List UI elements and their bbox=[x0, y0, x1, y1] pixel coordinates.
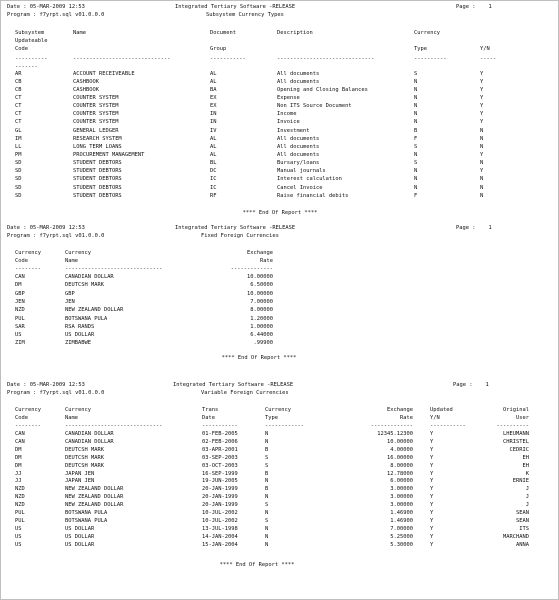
column-header: Group bbox=[210, 46, 227, 52]
table-cell: ACCOUNT RECEIVEABLE bbox=[73, 70, 135, 77]
report-title: Integrated Tertiary Software -RELEASE bbox=[175, 225, 296, 231]
table-cell: IN bbox=[210, 111, 217, 118]
table-cell: LL bbox=[15, 143, 22, 150]
header-divider: ------------------------------ bbox=[65, 423, 163, 429]
table-cell: 6.00000 bbox=[390, 478, 413, 485]
table-cell: NEW ZEALAND DOLLAR bbox=[65, 494, 124, 501]
table-cell: JAPAN JEN bbox=[65, 478, 95, 485]
column-header: Code bbox=[15, 258, 28, 264]
table-cell: N bbox=[414, 94, 418, 101]
table-cell: Y bbox=[430, 446, 434, 453]
table-cell: 7.00000 bbox=[390, 525, 413, 532]
table-cell: IV bbox=[210, 127, 217, 134]
table-cell: Y bbox=[430, 431, 434, 437]
table-cell: 3.00000 bbox=[390, 494, 413, 501]
table-cell: DC bbox=[210, 168, 217, 175]
table-cell: DEUTCSH MARK bbox=[65, 462, 104, 469]
table-cell: CT bbox=[15, 103, 22, 110]
table-cell: N bbox=[414, 86, 418, 93]
table-cell: NEW ZEALAND DOLLAR bbox=[65, 307, 124, 314]
column-header: Y/N bbox=[430, 415, 440, 421]
report-program: Program : f7yrpt.sql v01.0.0.0 bbox=[7, 233, 105, 239]
table-cell: Raise financial debits bbox=[277, 192, 349, 199]
table-cell: US bbox=[15, 541, 22, 548]
table-cell: 3.00000 bbox=[390, 486, 413, 493]
table-cell: RESEARCH SYSTEM bbox=[73, 135, 122, 142]
report-date: Date : 05-MAR-2009 12:53 bbox=[7, 225, 85, 231]
column-header: Code bbox=[15, 46, 28, 52]
report-title: Integrated Tertiary Software -RELEASE bbox=[173, 382, 294, 388]
table-cell: SD bbox=[15, 168, 22, 175]
table-cell: SEAN bbox=[516, 517, 529, 524]
table-cell: Y bbox=[430, 510, 434, 516]
table-cell: BOTSWANA PULA bbox=[65, 315, 108, 322]
table-cell: RF bbox=[210, 192, 217, 199]
table-cell: SD bbox=[15, 160, 22, 167]
column-header: Currency bbox=[65, 407, 91, 413]
table-cell: ZIM bbox=[15, 340, 25, 347]
table-cell: Investment bbox=[277, 127, 310, 134]
table-cell: MARCHAND bbox=[503, 533, 529, 540]
table-cell: NZD bbox=[15, 502, 25, 509]
table-cell: 1.00000 bbox=[250, 323, 273, 330]
table-cell: CB bbox=[15, 78, 22, 85]
table-cell: Y bbox=[480, 94, 484, 101]
table-cell: N bbox=[265, 510, 269, 516]
header-divider: ------------------------------ bbox=[73, 56, 171, 62]
header-divider: -------- bbox=[15, 423, 41, 429]
table-cell: DEUTCSH MARK bbox=[65, 446, 104, 453]
table-cell: Y bbox=[480, 111, 484, 118]
table-cell: NZD bbox=[15, 307, 25, 314]
table-cell: Y bbox=[480, 152, 484, 158]
table-cell: US bbox=[15, 533, 22, 540]
end-of-report: **** End Of Report **** bbox=[219, 562, 295, 568]
report-date: Date : 05-MAR-2009 12:53 bbox=[7, 382, 85, 388]
table-cell: Y bbox=[430, 486, 434, 493]
table-cell: Y bbox=[430, 470, 434, 477]
table-cell: US bbox=[15, 525, 22, 532]
table-cell: 19-JUN-2005 bbox=[202, 478, 238, 485]
column-header: Exchange bbox=[247, 250, 273, 256]
column-header: Updateable bbox=[15, 38, 48, 44]
table-cell: 03-SEP-2003 bbox=[202, 454, 238, 461]
column-header: Name bbox=[65, 415, 78, 421]
table-cell: N bbox=[414, 184, 418, 191]
table-cell: EX bbox=[210, 103, 217, 110]
column-header: Y/N bbox=[480, 46, 490, 52]
column-header: Currency bbox=[414, 30, 440, 36]
table-cell: Y bbox=[430, 494, 434, 501]
table-cell: N bbox=[265, 431, 269, 437]
column-header: Updated bbox=[430, 407, 453, 413]
table-cell: 4.00000 bbox=[390, 446, 413, 453]
table-cell: BL bbox=[210, 160, 217, 167]
table-cell: 6.44000 bbox=[250, 332, 273, 339]
table-cell: 10-JUL-2002 bbox=[202, 510, 238, 516]
header-divider: ----------- bbox=[202, 423, 238, 429]
table-cell: Manual journals bbox=[277, 168, 326, 175]
table-cell: N bbox=[265, 541, 269, 548]
table-cell: CHRISTEL bbox=[503, 438, 529, 445]
report-program: Program : f7yrpt.sql v01.0.0.0 bbox=[7, 12, 105, 18]
table-cell: N bbox=[414, 176, 418, 183]
table-cell: IN bbox=[210, 119, 217, 126]
table-cell: K bbox=[525, 470, 529, 477]
table-cell: JJ bbox=[15, 478, 22, 485]
table-cell: J bbox=[525, 494, 529, 501]
table-cell: GENERAL LEDGER bbox=[73, 127, 119, 134]
report-subtitle: Fixed Foreign Currencies bbox=[201, 233, 279, 239]
table-cell: Y bbox=[430, 525, 434, 532]
table-cell: CASHBOOK bbox=[73, 78, 99, 85]
table-cell: CAN bbox=[15, 274, 25, 280]
table-cell: 3.00000 bbox=[390, 502, 413, 509]
table-cell: CASHBOOK bbox=[73, 86, 99, 93]
header-divider: ----------- bbox=[210, 56, 246, 62]
table-cell: All documents bbox=[277, 152, 320, 158]
column-header: Document bbox=[210, 30, 236, 36]
table-cell: LHEUMANN bbox=[503, 431, 529, 437]
table-cell: .99900 bbox=[253, 340, 273, 347]
column-header: Name bbox=[73, 30, 86, 36]
table-cell: 03-APR-2001 bbox=[202, 446, 238, 453]
table-cell: All documents bbox=[277, 135, 320, 142]
table-cell: Y bbox=[430, 478, 434, 485]
table-cell: DEUTCSH MARK bbox=[65, 454, 104, 461]
table-cell: AL bbox=[210, 143, 217, 150]
table-cell: STUDENT DEBTORS bbox=[73, 176, 122, 183]
table-cell: N bbox=[480, 160, 484, 167]
table-cell: US DOLLAR bbox=[65, 533, 95, 540]
column-header: User bbox=[516, 415, 529, 421]
table-cell: 1.46900 bbox=[390, 517, 413, 524]
table-cell: 20-JAN-1999 bbox=[202, 502, 238, 509]
table-cell: 8.00000 bbox=[390, 462, 413, 469]
table-cell: N bbox=[265, 525, 269, 532]
table-cell: S bbox=[265, 454, 269, 461]
table-cell: DM bbox=[15, 446, 22, 453]
table-cell: J bbox=[525, 502, 529, 509]
table-cell: PUL bbox=[15, 510, 25, 516]
table-cell: JJ bbox=[15, 470, 22, 477]
table-cell: Interest calculation bbox=[277, 176, 342, 183]
table-cell: Opening and Closing Balances bbox=[277, 86, 368, 93]
column-header: Code bbox=[15, 415, 28, 421]
table-cell: Non ITS Source Document bbox=[277, 103, 352, 110]
table-cell: B bbox=[265, 486, 269, 493]
table-cell: N bbox=[480, 127, 484, 134]
table-cell: 1.20000 bbox=[250, 315, 273, 322]
table-cell: IC bbox=[210, 184, 217, 191]
header-divider: ------------------------------ bbox=[277, 56, 375, 62]
table-cell: S bbox=[414, 70, 418, 77]
table-cell: 20-JAN-1999 bbox=[202, 494, 238, 501]
table-cell: Y bbox=[430, 454, 434, 461]
table-cell: N bbox=[414, 111, 418, 118]
table-cell: AL bbox=[210, 152, 217, 158]
table-cell: 10.00000 bbox=[387, 438, 413, 445]
table-cell: US bbox=[15, 332, 22, 339]
table-cell: STUDENT DEBTORS bbox=[73, 160, 122, 167]
column-header: Type bbox=[414, 46, 427, 52]
header-divider: ---------- bbox=[496, 423, 529, 429]
report-subtitle: Subsystem Currency Types bbox=[206, 12, 284, 18]
table-cell: All documents bbox=[277, 143, 320, 150]
table-cell: 12345.12300 bbox=[377, 431, 413, 437]
table-cell: Y bbox=[480, 119, 484, 126]
column-header: Exchange bbox=[387, 407, 413, 413]
table-cell: US DOLLAR bbox=[65, 541, 95, 548]
table-cell: 02-FEB-2006 bbox=[202, 438, 238, 445]
header-divider: ----------- bbox=[430, 423, 466, 429]
table-cell: LONG TERM LOANS bbox=[73, 143, 122, 150]
table-cell: RSA RANDS bbox=[65, 323, 95, 330]
table-cell: IM bbox=[15, 135, 22, 142]
table-cell: N bbox=[480, 143, 484, 150]
table-cell: ITS bbox=[519, 525, 529, 532]
table-cell: SEAN bbox=[516, 510, 529, 516]
table-cell: JEN bbox=[15, 298, 25, 305]
table-cell: DM bbox=[15, 454, 22, 461]
table-cell: Income bbox=[277, 111, 297, 118]
table-cell: COUNTER SYSTEM bbox=[73, 111, 119, 118]
table-cell: 10.00000 bbox=[247, 274, 273, 280]
column-header: Rate bbox=[400, 415, 413, 421]
table-cell: Y bbox=[480, 70, 484, 77]
table-cell: AL bbox=[210, 70, 217, 77]
page-number: Page : 1 bbox=[456, 225, 492, 231]
table-cell: BA bbox=[210, 86, 217, 93]
table-cell: AR bbox=[15, 70, 22, 77]
table-cell: ZIMBABWE bbox=[65, 340, 91, 347]
header-divider: ----- bbox=[480, 56, 497, 62]
table-cell: IC bbox=[210, 176, 217, 183]
column-header: Name bbox=[65, 258, 78, 264]
header-divider: ------------------------------ bbox=[65, 266, 163, 272]
table-cell: ERNIE bbox=[512, 478, 529, 485]
table-cell: 16-SEP-1999 bbox=[202, 470, 238, 477]
report-program: Program : f7yrpt.sql v01.0.0.0 bbox=[7, 390, 105, 396]
column-header: Currency bbox=[65, 250, 91, 256]
column-header: Currency bbox=[15, 407, 41, 413]
table-cell: N bbox=[265, 478, 269, 485]
table-cell: GL bbox=[15, 127, 22, 134]
table-cell: JAPAN JEN bbox=[65, 470, 95, 477]
table-cell: PROCUREMENT MANAGEMENT bbox=[73, 152, 145, 158]
table-cell: S bbox=[414, 143, 418, 150]
table-cell: Expense bbox=[277, 94, 300, 101]
table-cell: GBP bbox=[65, 290, 75, 297]
header-divider: ------------ bbox=[265, 423, 304, 429]
end-of-report: **** End Of Report **** bbox=[242, 210, 318, 216]
table-cell: PM bbox=[15, 152, 22, 158]
table-cell: STUDENT DEBTORS bbox=[73, 168, 122, 175]
table-cell: Y bbox=[480, 103, 484, 110]
table-cell: DM bbox=[15, 282, 22, 289]
report-title: Integrated Tertiary Software -RELEASE bbox=[175, 4, 296, 10]
table-cell: CT bbox=[15, 111, 22, 118]
table-cell: STUDENT DEBTORS bbox=[73, 184, 122, 191]
table-cell: CT bbox=[15, 94, 22, 101]
table-cell: NZD bbox=[15, 494, 25, 501]
table-cell: Y bbox=[480, 168, 484, 175]
table-cell: B bbox=[414, 127, 418, 134]
table-cell: DM bbox=[15, 462, 22, 469]
table-cell: CANADIAN DOLLAR bbox=[65, 438, 114, 445]
column-header: Trans bbox=[202, 407, 219, 413]
column-header: Date bbox=[202, 415, 215, 421]
header-divider: ---------- bbox=[15, 56, 48, 62]
table-cell: All documents bbox=[277, 70, 320, 77]
table-cell: 12.78000 bbox=[387, 470, 413, 477]
table-cell: J bbox=[525, 486, 529, 493]
table-cell: COUNTER SYSTEM bbox=[73, 103, 119, 110]
table-cell: PUL bbox=[15, 315, 25, 322]
table-cell: EX bbox=[210, 94, 217, 101]
table-cell: Bursary/loans bbox=[277, 160, 320, 167]
table-cell: EH bbox=[522, 462, 529, 469]
table-cell: BOTSWANA PULA bbox=[65, 510, 108, 516]
table-cell: Y bbox=[430, 541, 434, 548]
table-cell: US DOLLAR bbox=[65, 525, 95, 532]
table-cell: 1.46900 bbox=[390, 510, 413, 516]
table-cell: 01-FEB-2005 bbox=[202, 431, 238, 437]
table-cell: N bbox=[414, 152, 418, 158]
column-header: Rate bbox=[260, 258, 273, 264]
table-cell: F bbox=[414, 135, 418, 142]
end-of-report: **** End Of Report **** bbox=[221, 355, 297, 361]
table-cell: PUL bbox=[15, 517, 25, 524]
table-cell: 7.00000 bbox=[250, 298, 273, 305]
table-cell: CAN bbox=[15, 438, 25, 445]
header-divider: ---------- bbox=[414, 56, 447, 62]
header-divider: ------------- bbox=[370, 423, 413, 429]
table-cell: 14-JAN-2004 bbox=[202, 533, 238, 540]
column-header: Original bbox=[503, 407, 529, 413]
table-cell: SD bbox=[15, 192, 22, 199]
table-cell: CT bbox=[15, 119, 22, 126]
table-cell: JEN bbox=[65, 298, 75, 305]
table-cell: SD bbox=[15, 176, 22, 183]
table-cell: N bbox=[414, 78, 418, 85]
column-header: Currency bbox=[265, 407, 291, 413]
table-cell: 15-JAN-2004 bbox=[202, 541, 238, 548]
table-cell: 5.30000 bbox=[390, 541, 413, 548]
table-cell: 10.00000 bbox=[247, 290, 273, 297]
table-cell: Y bbox=[430, 533, 434, 540]
table-cell: CB bbox=[15, 86, 22, 93]
table-cell: CANADIAN DOLLAR bbox=[65, 274, 114, 280]
table-cell: S bbox=[265, 517, 269, 524]
table-cell: F bbox=[414, 192, 418, 199]
table-cell: N bbox=[480, 176, 484, 183]
table-cell: N bbox=[414, 103, 418, 110]
table-cell: N bbox=[480, 184, 484, 191]
column-header: Currency bbox=[15, 250, 41, 256]
table-cell: GBP bbox=[15, 290, 25, 297]
table-cell: N bbox=[480, 192, 484, 199]
table-cell: S bbox=[414, 160, 418, 167]
table-cell: NEW ZEALAND DOLLAR bbox=[65, 486, 124, 493]
table-cell: NEW ZEALAND DOLLAR bbox=[65, 502, 124, 509]
table-cell: Y bbox=[430, 517, 434, 524]
table-cell: 5.25000 bbox=[390, 533, 413, 540]
table-cell: EH bbox=[522, 454, 529, 461]
table-cell: S bbox=[265, 462, 269, 469]
table-cell: BOTSWANA PULA bbox=[65, 517, 108, 524]
column-header: Type bbox=[265, 415, 278, 421]
table-cell: Y bbox=[430, 462, 434, 469]
table-cell: N bbox=[265, 494, 269, 501]
report-date: Date : 05-MAR-2009 12:53 bbox=[7, 4, 85, 10]
column-header: Subsystem bbox=[15, 30, 45, 36]
table-cell: 20-JAN-1999 bbox=[202, 486, 238, 493]
table-cell: 03-OCT-2003 bbox=[202, 462, 238, 469]
table-cell: S bbox=[265, 502, 269, 509]
table-cell: AL bbox=[210, 78, 217, 85]
table-cell: Y bbox=[430, 438, 434, 445]
table-cell: CANADIAN DOLLAR bbox=[65, 431, 114, 437]
header-divider: ------- bbox=[15, 64, 38, 70]
column-header: Description bbox=[277, 30, 313, 36]
table-cell: Y bbox=[480, 78, 484, 85]
table-cell: Y bbox=[430, 502, 434, 509]
header-divider: ------------- bbox=[230, 266, 273, 272]
table-cell: N bbox=[414, 168, 418, 175]
table-cell: N bbox=[414, 119, 418, 126]
table-cell: N bbox=[480, 135, 484, 142]
table-cell: 16.00000 bbox=[387, 454, 413, 461]
table-cell: 8.00000 bbox=[250, 307, 273, 314]
table-cell: NZD bbox=[15, 486, 25, 493]
table-cell: COUNTER SYSTEM bbox=[73, 94, 119, 101]
table-cell: 10-JUL-2002 bbox=[202, 517, 238, 524]
table-cell: Invoice bbox=[277, 119, 300, 126]
table-cell: DEUTCSH MARK bbox=[65, 282, 104, 289]
table-cell: COUNTER SYSTEM bbox=[73, 119, 119, 126]
table-cell: SD bbox=[15, 184, 22, 191]
page-number: Page : 1 bbox=[456, 4, 492, 10]
table-cell: ANNA bbox=[516, 541, 529, 548]
table-cell: Y bbox=[480, 86, 484, 93]
header-divider: -------- bbox=[15, 266, 41, 272]
page-number: Page : 1 bbox=[453, 382, 489, 388]
table-cell: All documents bbox=[277, 78, 320, 85]
table-cell: AL bbox=[210, 135, 217, 142]
table-cell: STUDENT DEBTORS bbox=[73, 192, 122, 199]
table-cell: B bbox=[265, 470, 269, 477]
table-cell: CAN bbox=[15, 431, 25, 437]
table-cell: US DOLLAR bbox=[65, 332, 95, 339]
report-subtitle: Variable Foreign Currencies bbox=[201, 390, 289, 396]
table-cell: Cancel Invoice bbox=[277, 184, 323, 191]
table-cell: 13-JUL-1998 bbox=[202, 525, 238, 532]
table-cell: 6.50000 bbox=[250, 282, 273, 289]
table-cell: CEDRIC bbox=[509, 446, 529, 453]
table-cell: N bbox=[265, 533, 269, 540]
table-cell: B bbox=[265, 446, 269, 453]
table-cell: SAR bbox=[15, 323, 25, 330]
table-cell: N bbox=[265, 438, 269, 445]
